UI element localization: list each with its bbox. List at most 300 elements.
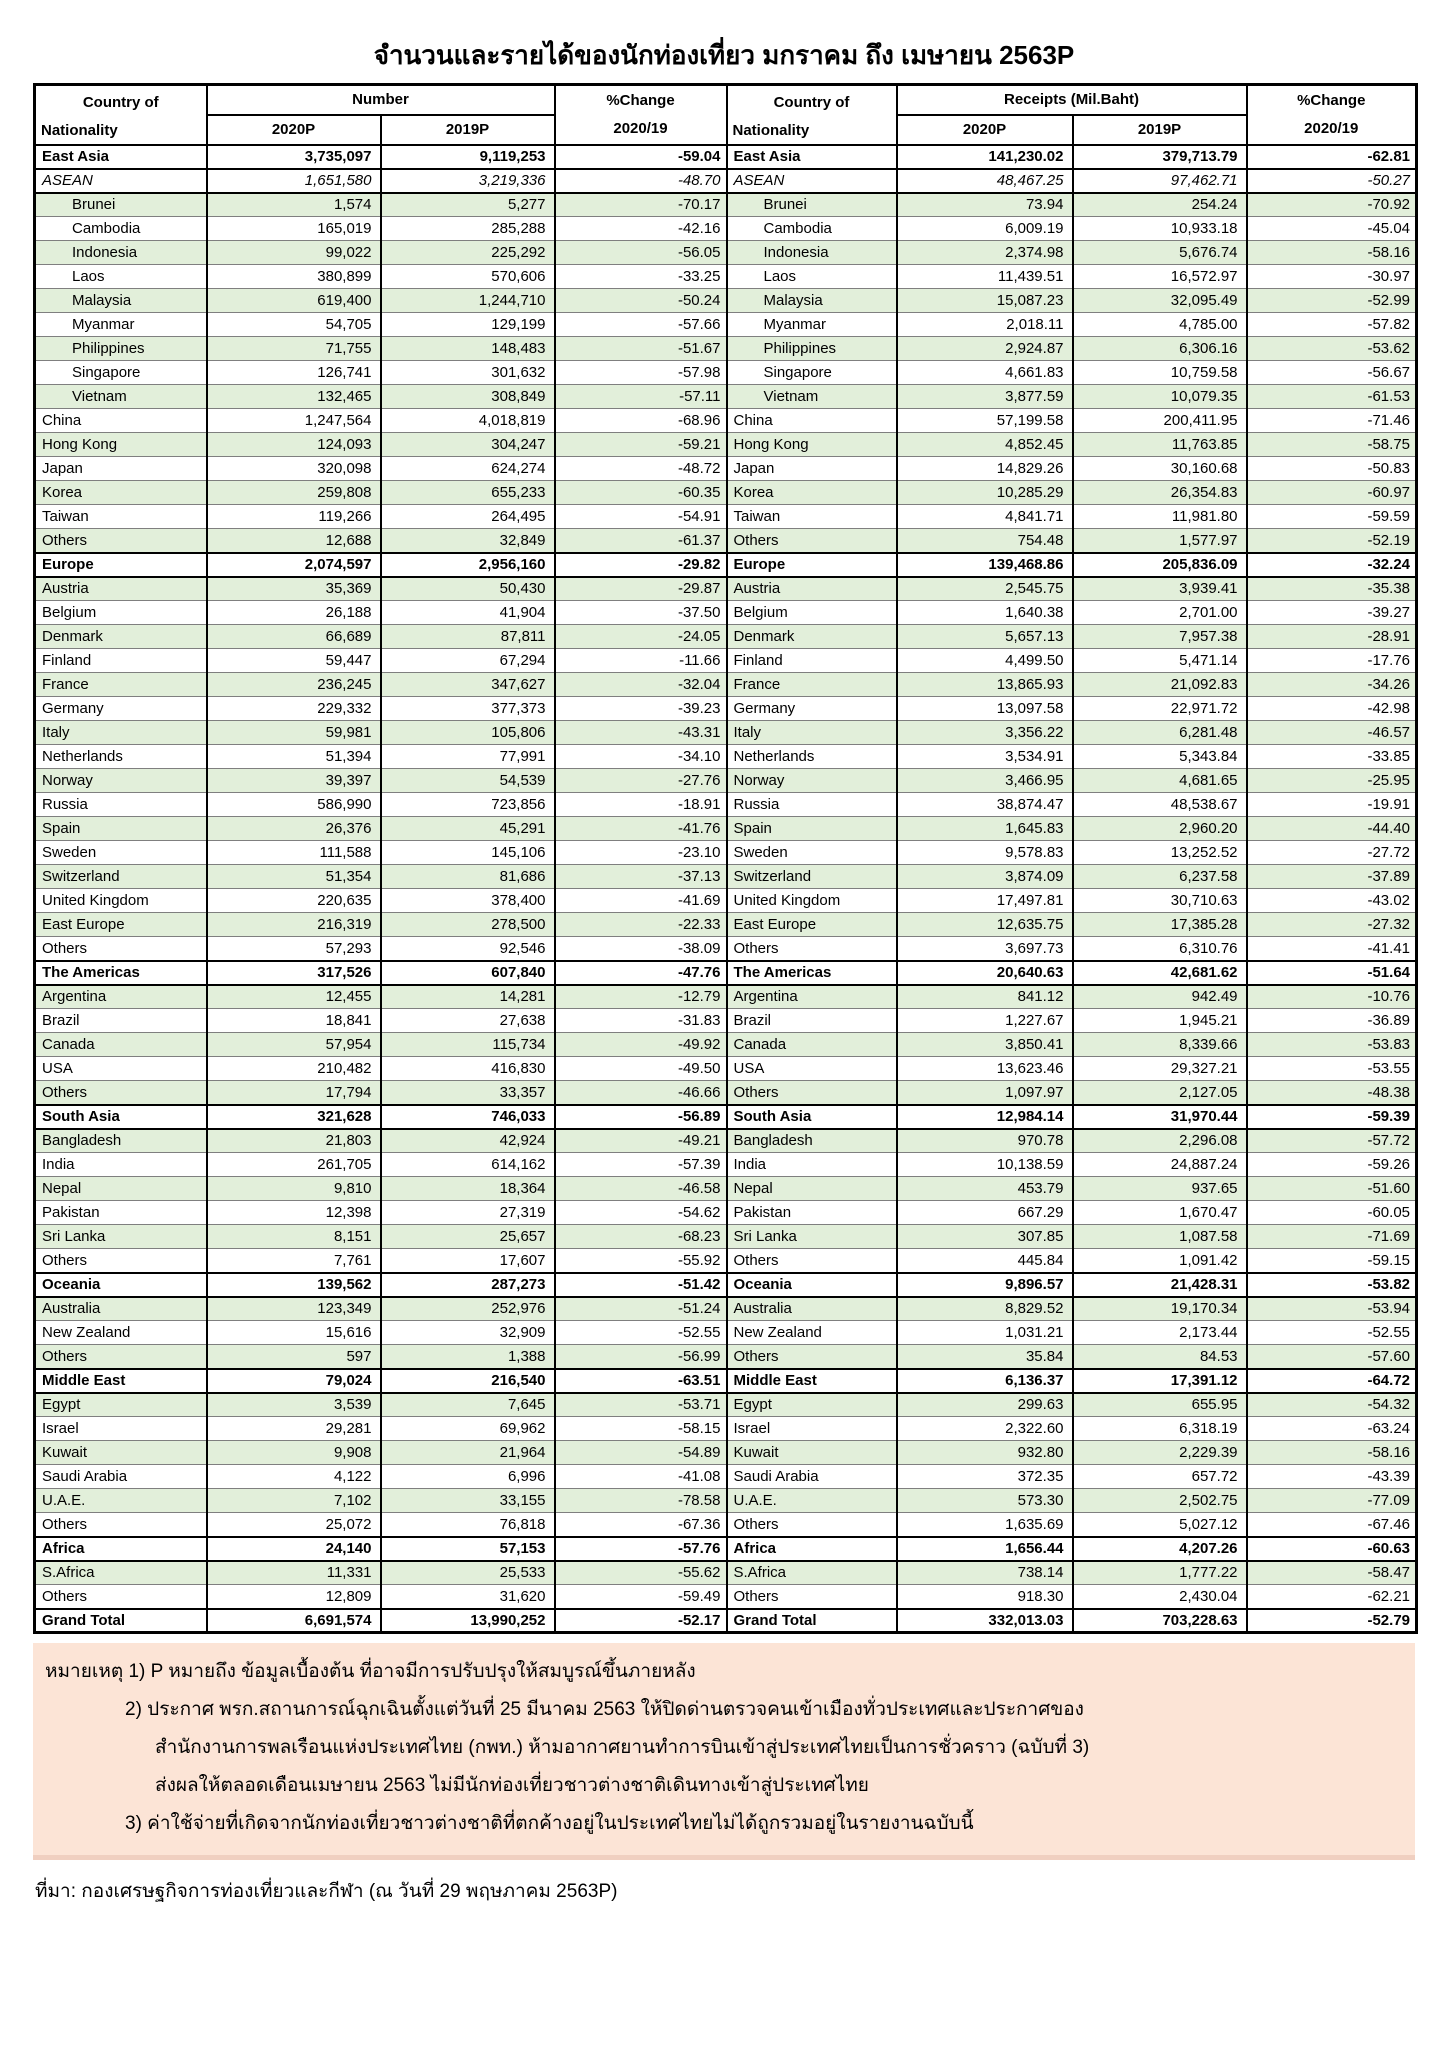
country-cell: Others — [727, 1345, 897, 1369]
number-2020-cell: 229,332 — [207, 697, 381, 721]
receipts-2019-cell: 17,391.12 — [1073, 1369, 1247, 1393]
number-2020-cell: 210,482 — [207, 1057, 381, 1081]
number-2019-cell: 4,018,819 — [381, 409, 555, 433]
country-cell: Others — [727, 1081, 897, 1105]
country-cell: Grand Total — [727, 1609, 897, 1633]
receipts-change-cell: -57.60 — [1247, 1345, 1417, 1369]
receipts-2019-cell: 26,354.83 — [1073, 481, 1247, 505]
number-change-cell: -33.25 — [555, 265, 727, 289]
table-row — [35, 1393, 1417, 1417]
country-cell: Myanmar — [727, 313, 897, 337]
receipts-2020-cell: 9,578.83 — [897, 841, 1073, 865]
receipts-2019-cell: 254.24 — [1073, 193, 1247, 217]
header-receipts-group: Receipts (Mil.Baht) — [897, 85, 1247, 115]
number-change-cell: -57.11 — [555, 385, 727, 409]
receipts-change-cell: -71.69 — [1247, 1225, 1417, 1249]
country-cell: Switzerland — [35, 865, 207, 889]
country-cell: Others — [727, 1513, 897, 1537]
header-change-line1: %Change — [1297, 92, 1366, 110]
receipts-change-cell: -25.95 — [1247, 769, 1417, 793]
country-cell: Malaysia — [727, 289, 897, 313]
country-cell: Taiwan — [35, 505, 207, 529]
receipts-2020-cell: 11,439.51 — [897, 265, 1073, 289]
country-cell: Grand Total — [35, 1609, 207, 1633]
header-country-line2: Nationality — [732, 121, 810, 139]
number-2019-cell: 17,607 — [381, 1249, 555, 1273]
country-cell: Israel — [35, 1417, 207, 1441]
table-row — [35, 1537, 1417, 1561]
country-cell: New Zealand — [35, 1321, 207, 1345]
country-cell: Denmark — [727, 625, 897, 649]
country-cell: Hong Kong — [727, 433, 897, 457]
number-change-cell: -54.91 — [555, 505, 727, 529]
header-receipts-2019: 2019P — [1073, 115, 1247, 145]
country-cell: Others — [35, 1513, 207, 1537]
country-cell: Canada — [35, 1033, 207, 1057]
receipts-2020-cell: 10,285.29 — [897, 481, 1073, 505]
receipts-2020-cell: 1,640.38 — [897, 601, 1073, 625]
footnote-2-cont-2: ส่งผลให้ตลอดเดือนเมษายน 2563 ไม่มีนักท่องเที่ยวชาวต่างชาติเดินทางเข้าสู่ประเทศไทย — [155, 1775, 869, 1797]
number-change-cell: -42.16 — [555, 217, 727, 241]
table-row — [35, 1417, 1417, 1441]
number-2019-cell: 69,962 — [381, 1417, 555, 1441]
receipts-2019-cell: 205,836.09 — [1073, 553, 1247, 577]
receipts-2020-cell: 3,466.95 — [897, 769, 1073, 793]
receipts-2020-cell: 1,097.97 — [897, 1081, 1073, 1105]
number-2020-cell: 216,319 — [207, 913, 381, 937]
country-cell: Philippines — [35, 337, 207, 361]
number-2019-cell: 67,294 — [381, 649, 555, 673]
number-change-cell: -50.24 — [555, 289, 727, 313]
header-change-right — [1247, 85, 1417, 145]
country-cell: Middle East — [35, 1369, 207, 1393]
number-2019-cell: 92,546 — [381, 937, 555, 961]
receipts-2019-cell: 29,327.21 — [1073, 1057, 1247, 1081]
number-2019-cell: 32,849 — [381, 529, 555, 553]
country-cell: Indonesia — [727, 241, 897, 265]
country-cell: Laos — [727, 265, 897, 289]
number-2019-cell: 416,830 — [381, 1057, 555, 1081]
receipts-change-cell: -57.72 — [1247, 1129, 1417, 1153]
country-cell: Middle East — [727, 1369, 897, 1393]
number-2019-cell: 607,840 — [381, 961, 555, 985]
receipts-2019-cell: 24,887.24 — [1073, 1153, 1247, 1177]
receipts-2019-cell: 11,763.85 — [1073, 433, 1247, 457]
country-cell: Argentina — [35, 985, 207, 1009]
number-change-cell: -47.76 — [555, 961, 727, 985]
receipts-2019-cell: 1,777.22 — [1073, 1561, 1247, 1585]
number-2020-cell: 6,691,574 — [207, 1609, 381, 1633]
number-2019-cell: 264,495 — [381, 505, 555, 529]
receipts-2019-cell: 97,462.71 — [1073, 169, 1247, 193]
number-2019-cell: 377,373 — [381, 697, 555, 721]
country-cell: Myanmar — [35, 313, 207, 337]
number-2019-cell: 378,400 — [381, 889, 555, 913]
table-row — [35, 1561, 1417, 1585]
receipts-2019-cell: 655.95 — [1073, 1393, 1247, 1417]
country-cell: Brunei — [35, 193, 207, 217]
country-cell: Italy — [727, 721, 897, 745]
receipts-2020-cell: 4,841.71 — [897, 505, 1073, 529]
country-cell: Africa — [727, 1537, 897, 1561]
receipts-2020-cell: 2,374.98 — [897, 241, 1073, 265]
number-2020-cell: 66,689 — [207, 625, 381, 649]
receipts-change-cell: -60.97 — [1247, 481, 1417, 505]
receipts-2020-cell: 13,097.58 — [897, 697, 1073, 721]
receipts-2020-cell: 8,829.52 — [897, 1297, 1073, 1321]
country-cell: Others — [727, 1585, 897, 1609]
number-2020-cell: 4,122 — [207, 1465, 381, 1489]
receipts-change-cell: -53.82 — [1247, 1273, 1417, 1297]
country-cell: Others — [35, 529, 207, 553]
receipts-change-cell: -52.55 — [1247, 1321, 1417, 1345]
number-change-cell: -34.10 — [555, 745, 727, 769]
number-change-cell: -59.21 — [555, 433, 727, 457]
number-2020-cell: 1,651,580 — [207, 169, 381, 193]
number-2019-cell: 285,288 — [381, 217, 555, 241]
number-2020-cell: 11,331 — [207, 1561, 381, 1585]
receipts-2019-cell: 6,318.19 — [1073, 1417, 1247, 1441]
number-change-cell: -55.62 — [555, 1561, 727, 1585]
receipts-2020-cell: 3,850.41 — [897, 1033, 1073, 1057]
number-2020-cell: 259,808 — [207, 481, 381, 505]
table-row — [35, 193, 1417, 217]
number-change-cell: -38.09 — [555, 937, 727, 961]
country-cell: Australia — [727, 1297, 897, 1321]
table-row — [35, 289, 1417, 313]
receipts-2020-cell: 1,031.21 — [897, 1321, 1073, 1345]
number-change-cell: -49.21 — [555, 1129, 727, 1153]
receipts-2019-cell: 942.49 — [1073, 985, 1247, 1009]
table-row — [35, 1201, 1417, 1225]
receipts-2019-cell: 84.53 — [1073, 1345, 1247, 1369]
receipts-2020-cell: 141,230.02 — [897, 145, 1073, 169]
table-row — [35, 865, 1417, 889]
number-2019-cell: 1,244,710 — [381, 289, 555, 313]
number-2020-cell: 9,810 — [207, 1177, 381, 1201]
number-2020-cell: 320,098 — [207, 457, 381, 481]
number-2019-cell: 129,199 — [381, 313, 555, 337]
number-2020-cell: 59,447 — [207, 649, 381, 673]
receipts-2019-cell: 4,207.26 — [1073, 1537, 1247, 1561]
number-2019-cell: 76,818 — [381, 1513, 555, 1537]
number-2020-cell: 12,455 — [207, 985, 381, 1009]
number-2019-cell: 2,956,160 — [381, 553, 555, 577]
country-cell: Egypt — [727, 1393, 897, 1417]
number-2019-cell: 54,539 — [381, 769, 555, 793]
receipts-change-cell: -43.39 — [1247, 1465, 1417, 1489]
receipts-change-cell: -27.32 — [1247, 913, 1417, 937]
table-row — [35, 529, 1417, 553]
header-number-2019: 2019P — [381, 115, 555, 145]
receipts-2020-cell: 918.30 — [897, 1585, 1073, 1609]
number-2019-cell: 14,281 — [381, 985, 555, 1009]
source-line: ที่มา: กองเศรษฐกิจการท่องเที่ยวและกีฬา (ณ วันที่ 29 พฤษภาคม 2563P) — [35, 1881, 618, 1903]
country-cell: Others — [727, 937, 897, 961]
receipts-2019-cell: 32,095.49 — [1073, 289, 1247, 313]
country-cell: United Kingdom — [727, 889, 897, 913]
table-row — [35, 1177, 1417, 1201]
receipts-2020-cell: 4,661.83 — [897, 361, 1073, 385]
country-cell: Austria — [727, 577, 897, 601]
receipts-2020-cell: 73.94 — [897, 193, 1073, 217]
number-change-cell: -41.08 — [555, 1465, 727, 1489]
receipts-2020-cell: 299.63 — [897, 1393, 1073, 1417]
number-2020-cell: 139,562 — [207, 1273, 381, 1297]
receipts-2020-cell: 38,874.47 — [897, 793, 1073, 817]
country-cell: Finland — [727, 649, 897, 673]
receipts-change-cell: -53.62 — [1247, 337, 1417, 361]
number-change-cell: -23.10 — [555, 841, 727, 865]
number-2020-cell: 3,735,097 — [207, 145, 381, 169]
number-2020-cell: 124,093 — [207, 433, 381, 457]
country-cell: USA — [35, 1057, 207, 1081]
footnote-1: หมายเหตุ 1) P หมายถึง ข้อมูลเบื้องต้น ที่อาจมีการปรับปรุงให้สมบูรณ์ขึ้นภายหลัง — [45, 1661, 696, 1683]
receipts-change-cell: -30.97 — [1247, 265, 1417, 289]
receipts-2020-cell: 13,623.46 — [897, 1057, 1073, 1081]
receipts-2019-cell: 5,676.74 — [1073, 241, 1247, 265]
receipts-change-cell: -57.82 — [1247, 313, 1417, 337]
number-2019-cell: 87,811 — [381, 625, 555, 649]
country-cell: Others — [35, 1345, 207, 1369]
number-2020-cell: 1,574 — [207, 193, 381, 217]
number-change-cell: -61.37 — [555, 529, 727, 553]
receipts-2020-cell: 4,499.50 — [897, 649, 1073, 673]
country-cell: Brazil — [727, 1009, 897, 1033]
receipts-2019-cell: 703,228.63 — [1073, 1609, 1247, 1633]
country-cell: Europe — [727, 553, 897, 577]
receipts-2020-cell: 9,896.57 — [897, 1273, 1073, 1297]
number-2019-cell: 301,632 — [381, 361, 555, 385]
number-2019-cell: 570,606 — [381, 265, 555, 289]
receipts-2019-cell: 2,701.00 — [1073, 601, 1247, 625]
number-change-cell: -54.62 — [555, 1201, 727, 1225]
country-cell: U.A.E. — [35, 1489, 207, 1513]
country-cell: Brazil — [35, 1009, 207, 1033]
table-row — [35, 1009, 1417, 1033]
number-change-cell: -41.76 — [555, 817, 727, 841]
country-cell: Europe — [35, 553, 207, 577]
table-row — [35, 1609, 1417, 1633]
receipts-change-cell: -64.72 — [1247, 1369, 1417, 1393]
country-cell: Switzerland — [727, 865, 897, 889]
number-change-cell: -58.15 — [555, 1417, 727, 1441]
number-2020-cell: 24,140 — [207, 1537, 381, 1561]
receipts-2019-cell: 657.72 — [1073, 1465, 1247, 1489]
table-row — [35, 433, 1417, 457]
number-change-cell: -29.82 — [555, 553, 727, 577]
receipts-change-cell: -36.89 — [1247, 1009, 1417, 1033]
receipts-2019-cell: 30,160.68 — [1073, 457, 1247, 481]
table-row — [35, 889, 1417, 913]
country-cell: Bangladesh — [727, 1129, 897, 1153]
country-cell: South Asia — [727, 1105, 897, 1129]
country-cell: Spain — [35, 817, 207, 841]
table-row — [35, 409, 1417, 433]
number-change-cell: -46.58 — [555, 1177, 727, 1201]
receipts-change-cell: -63.24 — [1247, 1417, 1417, 1441]
table-row — [35, 1105, 1417, 1129]
number-2020-cell: 236,245 — [207, 673, 381, 697]
receipts-change-cell: -53.83 — [1247, 1033, 1417, 1057]
number-2019-cell: 304,247 — [381, 433, 555, 457]
receipts-2019-cell: 5,027.12 — [1073, 1513, 1247, 1537]
header-country-left — [35, 85, 207, 145]
country-cell: Netherlands — [727, 745, 897, 769]
table-row — [35, 649, 1417, 673]
country-cell: Egypt — [35, 1393, 207, 1417]
country-cell: Singapore — [727, 361, 897, 385]
country-cell: ASEAN — [727, 169, 897, 193]
receipts-2020-cell: 3,697.73 — [897, 937, 1073, 961]
table-row — [35, 1321, 1417, 1345]
header-change-left — [555, 85, 727, 145]
country-cell: Norway — [727, 769, 897, 793]
receipts-change-cell: -58.75 — [1247, 433, 1417, 457]
number-change-cell: -54.89 — [555, 1441, 727, 1465]
table-row — [35, 481, 1417, 505]
receipts-2020-cell: 2,924.87 — [897, 337, 1073, 361]
number-2019-cell: 81,686 — [381, 865, 555, 889]
number-2019-cell: 50,430 — [381, 577, 555, 601]
table-row — [35, 553, 1417, 577]
receipts-2019-cell: 48,538.67 — [1073, 793, 1247, 817]
receipts-2020-cell: 48,467.25 — [897, 169, 1073, 193]
receipts-2019-cell: 2,502.75 — [1073, 1489, 1247, 1513]
receipts-2019-cell: 10,933.18 — [1073, 217, 1247, 241]
receipts-change-cell: -17.76 — [1247, 649, 1417, 673]
receipts-2019-cell: 4,785.00 — [1073, 313, 1247, 337]
tourist-statistics-table — [33, 83, 1418, 1634]
number-change-cell: -68.23 — [555, 1225, 727, 1249]
receipts-2019-cell: 3,939.41 — [1073, 577, 1247, 601]
number-2020-cell: 3,539 — [207, 1393, 381, 1417]
receipts-2019-cell: 7,957.38 — [1073, 625, 1247, 649]
table-row — [35, 1585, 1417, 1609]
receipts-2019-cell: 11,981.80 — [1073, 505, 1247, 529]
number-2019-cell: 33,155 — [381, 1489, 555, 1513]
number-2019-cell: 33,357 — [381, 1081, 555, 1105]
country-cell: Kuwait — [35, 1441, 207, 1465]
table-row — [35, 1153, 1417, 1177]
number-change-cell: -32.04 — [555, 673, 727, 697]
number-change-cell: -12.79 — [555, 985, 727, 1009]
country-cell: Saudi Arabia — [35, 1465, 207, 1489]
table-row — [35, 1129, 1417, 1153]
table-row — [35, 913, 1417, 937]
receipts-change-cell: -59.26 — [1247, 1153, 1417, 1177]
receipts-change-cell: -52.99 — [1247, 289, 1417, 313]
receipts-2020-cell: 738.14 — [897, 1561, 1073, 1585]
country-cell: Nepal — [727, 1177, 897, 1201]
table-row — [35, 625, 1417, 649]
receipts-2020-cell: 667.29 — [897, 1201, 1073, 1225]
country-cell: Others — [727, 1249, 897, 1273]
country-cell: China — [727, 409, 897, 433]
number-2020-cell: 17,794 — [207, 1081, 381, 1105]
receipts-2019-cell: 2,127.05 — [1073, 1081, 1247, 1105]
country-cell: Germany — [35, 697, 207, 721]
header-change-line2: 2020/19 — [1304, 120, 1359, 138]
country-cell: USA — [727, 1057, 897, 1081]
country-cell: Cambodia — [35, 217, 207, 241]
receipts-2019-cell: 13,252.52 — [1073, 841, 1247, 865]
number-change-cell: -56.89 — [555, 1105, 727, 1129]
receipts-2019-cell: 1,091.42 — [1073, 1249, 1247, 1273]
country-cell: Malaysia — [35, 289, 207, 313]
country-cell: Korea — [727, 481, 897, 505]
number-change-cell: -52.55 — [555, 1321, 727, 1345]
receipts-2020-cell: 1,635.69 — [897, 1513, 1073, 1537]
country-cell: ASEAN — [35, 169, 207, 193]
receipts-change-cell: -62.81 — [1247, 145, 1417, 169]
table-row — [35, 793, 1417, 817]
number-change-cell: -57.39 — [555, 1153, 727, 1177]
table-row — [35, 673, 1417, 697]
number-2019-cell: 308,849 — [381, 385, 555, 409]
table-row — [35, 1225, 1417, 1249]
country-cell: The Americas — [35, 961, 207, 985]
number-2020-cell: 54,705 — [207, 313, 381, 337]
country-cell: Cambodia — [727, 217, 897, 241]
number-2019-cell: 25,533 — [381, 1561, 555, 1585]
number-change-cell: -41.69 — [555, 889, 727, 913]
country-cell: Africa — [35, 1537, 207, 1561]
receipts-change-cell: -35.38 — [1247, 577, 1417, 601]
number-change-cell: -52.17 — [555, 1609, 727, 1633]
number-2019-cell: 77,991 — [381, 745, 555, 769]
receipts-change-cell: -42.98 — [1247, 697, 1417, 721]
receipts-2020-cell: 6,136.37 — [897, 1369, 1073, 1393]
receipts-2019-cell: 5,343.84 — [1073, 745, 1247, 769]
number-2020-cell: 8,151 — [207, 1225, 381, 1249]
country-cell: Nepal — [35, 1177, 207, 1201]
table-row — [35, 697, 1417, 721]
table-row — [35, 1489, 1417, 1513]
receipts-2020-cell: 754.48 — [897, 529, 1073, 553]
receipts-2020-cell: 13,865.93 — [897, 673, 1073, 697]
table-row — [35, 1081, 1417, 1105]
receipts-change-cell: -56.67 — [1247, 361, 1417, 385]
number-2019-cell: 115,734 — [381, 1033, 555, 1057]
number-2019-cell: 5,277 — [381, 193, 555, 217]
receipts-2020-cell: 453.79 — [897, 1177, 1073, 1201]
receipts-change-cell: -59.59 — [1247, 505, 1417, 529]
receipts-change-cell: -50.27 — [1247, 169, 1417, 193]
table-row — [35, 265, 1417, 289]
number-2020-cell: 586,990 — [207, 793, 381, 817]
country-cell: Vietnam — [727, 385, 897, 409]
country-cell: South Asia — [35, 1105, 207, 1129]
number-2019-cell: 27,319 — [381, 1201, 555, 1225]
footnote-3: 3) ค่าใช้จ่ายที่เกิดจากนักท่องเที่ยวชาวต่างชาติที่ตกค้างอยู่ในประเทศไทยไม่ได้ถูกรวมอยู่ในรายงานฉบับนี้ — [125, 1813, 974, 1835]
number-2019-cell: 145,106 — [381, 841, 555, 865]
number-2019-cell: 7,645 — [381, 1393, 555, 1417]
receipts-2020-cell: 4,852.45 — [897, 433, 1073, 457]
receipts-2019-cell: 2,960.20 — [1073, 817, 1247, 841]
country-cell: East Europe — [727, 913, 897, 937]
number-2020-cell: 12,688 — [207, 529, 381, 553]
table-header — [35, 85, 1417, 145]
number-2020-cell: 9,908 — [207, 1441, 381, 1465]
number-2020-cell: 597 — [207, 1345, 381, 1369]
receipts-change-cell: -58.16 — [1247, 241, 1417, 265]
number-change-cell: -67.36 — [555, 1513, 727, 1537]
header-country-line2: Nationality — [41, 121, 118, 139]
receipts-2020-cell: 17,497.81 — [897, 889, 1073, 913]
receipts-2019-cell: 5,471.14 — [1073, 649, 1247, 673]
receipts-2019-cell: 2,229.39 — [1073, 1441, 1247, 1465]
